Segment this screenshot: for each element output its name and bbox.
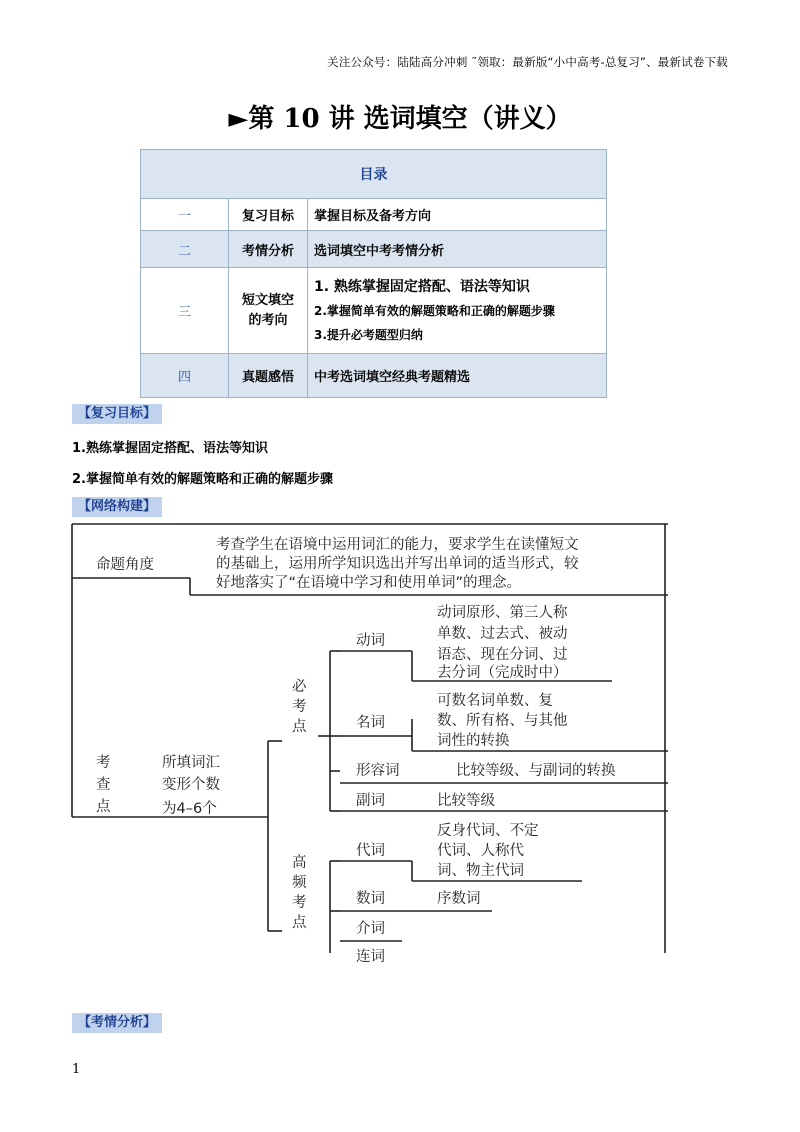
numeral-label: 数词: [356, 891, 385, 907]
toc-desc-line: 2.掌握简单有效的解题策略和正确的解题步骤: [314, 303, 555, 318]
root-char: 考: [96, 755, 111, 771]
toc-category-line: 短文填空的考向: [241, 292, 294, 328]
toc-desc-line: 3.提升必考题型归纳: [314, 327, 423, 342]
count-text-line: 变形个数: [162, 777, 220, 793]
toc-desc: 选词填空中考考情分析: [308, 231, 607, 268]
toc-row: [141, 268, 607, 354]
noun-text-line: 可数名词单数、复: [437, 693, 553, 709]
root-char: 查: [96, 777, 111, 793]
toc-category: [229, 268, 308, 354]
count-text-line: 所填词汇: [162, 755, 220, 771]
knowledge-tree-diagram: [72, 521, 668, 965]
tree-svg: [72, 521, 668, 965]
pron-text-line: 反身代词、不定: [437, 823, 539, 839]
pron-text-line: 词、物主代词: [437, 863, 524, 879]
pron-label: 代词: [356, 843, 385, 859]
page-title: ►第 10 讲 选词填空（讲义）: [228, 104, 572, 134]
verb-text-line: 去分词（完成时中）: [437, 665, 568, 681]
prep-label: 介词: [356, 921, 385, 937]
section-network: 【网络构建】: [72, 497, 162, 517]
high-char: 频: [292, 875, 307, 891]
goal-2: 2.掌握简单有效的解题策略和正确的解题步骤: [72, 472, 333, 487]
adv-text: 比较等级: [437, 793, 495, 809]
adv-label: 副词: [356, 793, 385, 809]
angle-label: 命题角度: [96, 557, 154, 573]
section-analysis: 【考情分析】: [72, 1013, 162, 1033]
page-number: 1: [72, 1062, 81, 1077]
toc-row: [141, 354, 607, 398]
toc-category: 复习目标: [229, 199, 308, 231]
verb-text-line: 动词原形、第三人称: [437, 605, 568, 621]
pron-text-line: 代词、人称代: [437, 843, 524, 859]
high-char: 考: [292, 895, 307, 911]
high-char: 高: [292, 855, 307, 871]
verb-label: 动词: [356, 633, 385, 649]
toc-category: 考情分析: [229, 231, 308, 268]
high-char: 点: [292, 915, 307, 931]
toc-row: [141, 199, 607, 231]
toc-row: [141, 231, 607, 268]
noun-text-line: 数、所有格、与其他: [437, 713, 568, 729]
cut-label: 连词: [356, 949, 385, 965]
header-note: 关注公众号：陆陆高分冲刺 ˜领取：最新版“小中高考-总复习”、最新试卷下载: [327, 55, 728, 69]
verb-text-line: 语态、现在分词、过: [437, 647, 568, 663]
toc-desc: [308, 268, 607, 354]
toc-heading: 目录: [141, 150, 607, 199]
numeral-text: 序数词: [437, 891, 481, 907]
adj-label: 形容词: [356, 763, 400, 779]
toc-num: 一: [141, 199, 229, 231]
verb-text-line: 单数、过去式、被动: [437, 626, 568, 642]
angle-text-line: 好地落实了“在语境中学习和使用单词”的理念。: [216, 575, 522, 591]
must-char: 必: [292, 679, 307, 695]
root-char: 点: [96, 799, 111, 815]
toc-num: 三: [141, 268, 229, 354]
goal-1: 1.熟练掌握固定搭配、语法等知识: [72, 441, 268, 456]
toc-desc-line: 1. 熟练掌握固定搭配、语法等知识: [314, 278, 530, 295]
angle-text-line: 的基础上，运用所学知识选出并写出单词的适当形式，较: [216, 556, 579, 572]
toc-category: 真题感悟: [229, 354, 308, 398]
must-char: 考: [292, 699, 307, 715]
toc-desc: 掌握目标及备考方向: [308, 199, 607, 231]
section-review-goal: 【复习目标】: [72, 404, 162, 424]
noun-label: 名词: [356, 715, 385, 731]
toc-desc: 中考选词填空经典考题精选: [308, 354, 607, 398]
toc-num: 四: [141, 354, 229, 398]
count-text-line: 为4–6个: [162, 801, 217, 817]
toc-num: 二: [141, 231, 229, 268]
toc-table: [140, 149, 607, 398]
adj-text: 比较等级、与副词的转换: [456, 763, 616, 779]
angle-text-line: 考查学生在语境中运用词汇的能力，要求学生在读懂短文: [216, 537, 579, 553]
noun-text-line: 词性的转换: [437, 733, 510, 749]
must-char: 点: [292, 719, 307, 735]
